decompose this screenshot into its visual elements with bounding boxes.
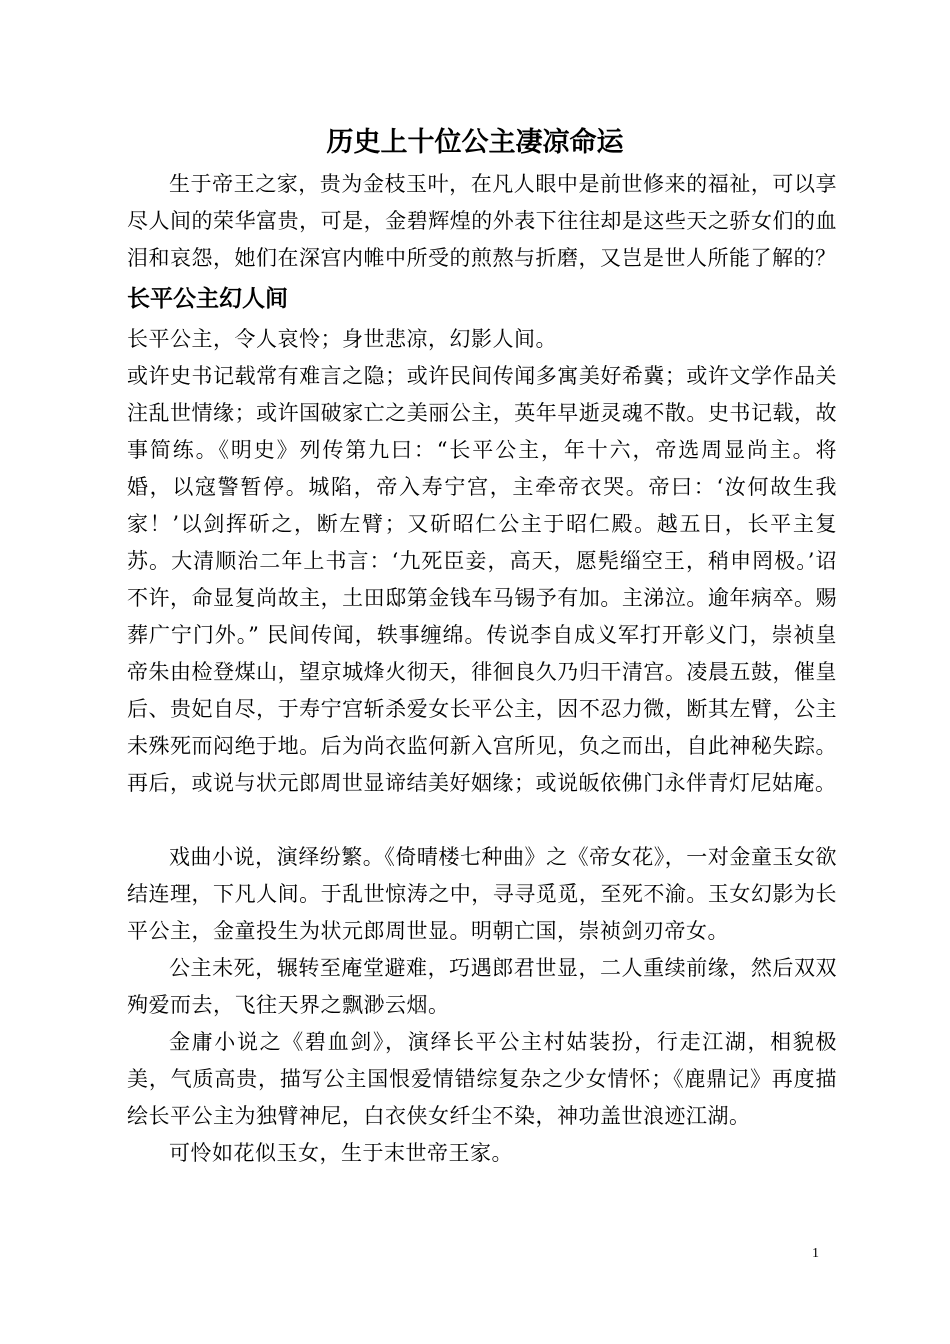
closing-line: 可怜如花似玉女，生于末世帝王家。 (169, 1141, 513, 1165)
paragraph-spacer (127, 802, 837, 839)
section-heading: 长平公主幻人间 (127, 285, 288, 312)
document-body (127, 166, 837, 1172)
novel-paragraph: 金庸小说之《碧血剑》，演绎长平公主村姑装扮，行走江湖，相貌极美，气质高贵，描写公主国恨爱情错综复杂之少女情怀；《鹿鼎记》再度描绘长平公主为独臂神尼，白衣侠女纤尘不染，神功盖世浪迹江湖。 (127, 1030, 837, 1128)
page-title: 历史上十位公主凄凉命运 (326, 127, 624, 158)
section-lead-line: 长平公主，令人哀怜；身世悲凉，幻影人间。 (127, 327, 557, 351)
page-number: 1 (812, 1246, 819, 1261)
legend-paragraph: 公主未死，辗转至庵堂避难，巧遇郎君世显，二人重续前缘，然后双双殉爱而去，飞往天界之飘渺云烟。 (127, 956, 837, 1017)
history-paragraph: 或许史书记载常有难言之隐；或许民间传闻多寓美好希冀；或许文学作品关注乱世情缘；或许国破家亡之美丽公主，英年早逝灵魂不散。史书记载，故事简练。《明史》列传第九曰：“长平公主，年十六，帝选周显尚主。将婚，以寇警暂停。城陷，帝入寿宁宫，主牵帝衣哭。帝曰：‘汝何故生我家！’以剑挥斫之，断左臂；又斫昭仁公主于昭仁殿。越五日，长平主复苏。大清顺治二年上书言：‘九死臣妾，高天，愿髡缁空王，稍申罔极。’诏不许，命显复尚故主，土田邸第金钱车马锡予有加。主涕泣。逾年病卒。赐葬广宁门外。” 民间传闻，轶事缠绵。传说李自成义军打开彰义门，崇祯皇帝朱由检登煤山，望京城烽火彻天，徘徊良久乃归干清宫。凌晨五鼓，催皇后、贵妃自尽，于寿宁宫斩杀爱女长平公主，因不忍力微，断其左臂，公主未殊死而闷绝于地。后为尚衣监何新入宫所见，负之而出，自此神秘失踪。再后，或说与状元郎周世显谛结美好姻缘；或说皈依佛门永伴青灯尼姑庵。 (127, 364, 837, 795)
drama-paragraph: 戏曲小说，演绎纷繁。《倚晴楼七种曲》之《帝女花》，一对金童玉女欲结连理，下凡人间。于乱世惊涛之中，寻寻觅觅，至死不渝。玉女幻影为长平公主，金童投生为状元郎周世显。明朝亡国，崇祯剑刃帝女。 (127, 845, 837, 943)
intro-paragraph: 生于帝王之家，贵为金枝玉叶，在凡人眼中是前世修来的福祉，可以享尽人间的荣华富贵，可是，金碧辉煌的外表下往往却是这些天之骄女们的血泪和哀怨，她们在深宫内帷中所受的煎熬与折磨，又岂是世人所能了解的？ (127, 172, 837, 270)
